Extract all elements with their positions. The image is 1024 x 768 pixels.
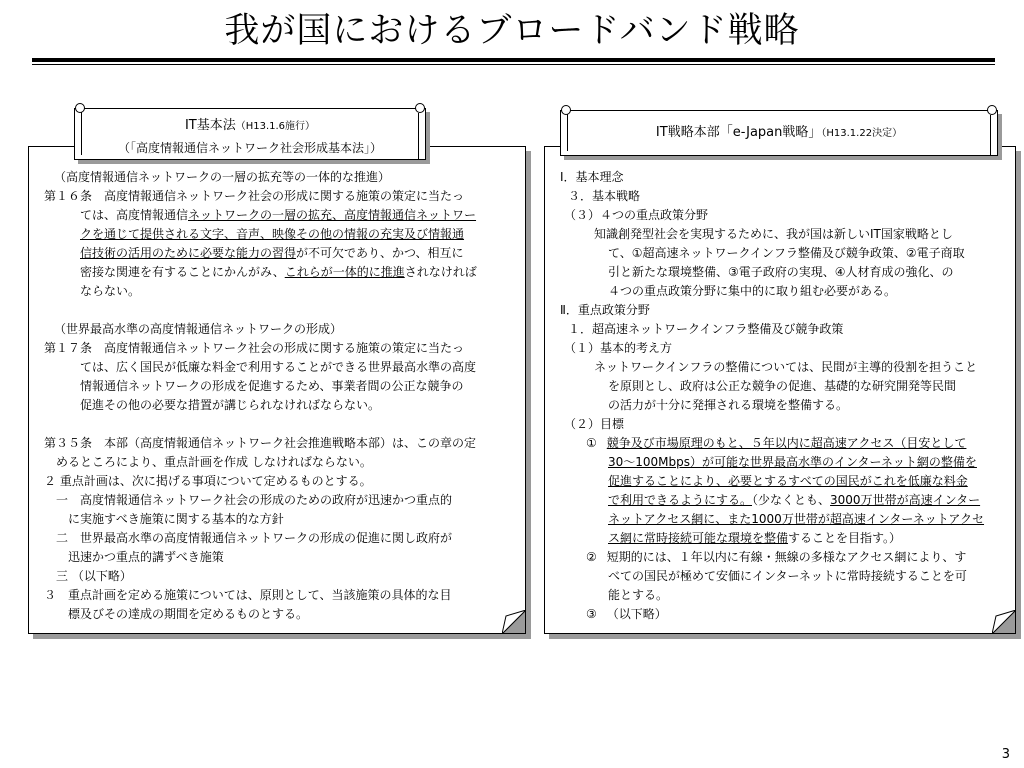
left-line: 標及びその達成の期間を定めるものとする。 xyxy=(68,607,309,621)
right-underlined: ス網に常時接続可能な環境を整備 xyxy=(608,531,789,545)
left-heading-sub: （「高度情報通信ネットワーク社会形成基本法」） xyxy=(117,141,382,155)
right-line: 能とする。 xyxy=(608,588,669,602)
left-line: ならない。 xyxy=(80,284,141,298)
right-item-number: ③ xyxy=(586,607,597,621)
scroll-knob-icon xyxy=(561,105,571,115)
page-number: 3 xyxy=(1001,747,1010,762)
right-line: を原則とし、政府は公正な競争の促進、基礎的な研究開発等民間 xyxy=(608,379,957,393)
right-line: （３）４つの重点政策分野 xyxy=(564,208,709,222)
right-line: の活力が十分に発揮される環境を整備する。 xyxy=(608,398,849,412)
scroll-knob-icon xyxy=(75,103,85,113)
right-line: （少なくとも、 xyxy=(752,493,831,507)
right-line: （２）目標 xyxy=(564,417,625,431)
right-body xyxy=(560,168,984,624)
right-item-number: ② xyxy=(586,550,597,564)
right-line: （以下略） xyxy=(606,607,667,621)
left-line: されなければ xyxy=(404,265,477,279)
right-underlined: 競争及び市場原理のもと、５年以内に超高速アクセス（目安として xyxy=(606,436,967,450)
left-line: 促進その他の必要な措置が講じられなければならない。 xyxy=(80,398,381,412)
right-item-number: ① xyxy=(586,436,597,450)
left-line: 第１７条 高度情報通信ネットワーク社会の形成に関する施策の策定に当たっ xyxy=(44,341,465,355)
left-line: 第３５条 本部（高度情報通信ネットワーク社会推進戦略本部）は、この章の定 xyxy=(44,436,477,450)
scroll-knob-icon xyxy=(987,105,997,115)
right-underlined: 促進することにより、必要とするすべての国民がこれを低廉な料金 xyxy=(608,474,968,488)
left-underlined: ネットワークの一層の拡充、高度情報通信ネットワー xyxy=(188,208,477,222)
left-line: （高度情報通信ネットワークの一層の拡充等の一体的な推進） xyxy=(54,170,391,184)
right-line: １．超高速ネットワークインフラ整備及び競争政策 xyxy=(568,322,844,336)
right-line: Ⅰ．基本理念 xyxy=(560,170,624,184)
right-line: ４つの重点政策分野に集中的に取り組む必要がある。 xyxy=(608,284,897,298)
right-line: て、①超高速ネットワークインフラ整備及び競争政策、②電子商取 xyxy=(608,246,965,260)
left-underlined: クを通じて提供される文字、音声、映像その他の情報の充実及び情報通 xyxy=(80,227,465,241)
left-body xyxy=(44,168,477,624)
left-heading: IT基本法 xyxy=(184,118,236,133)
left-underlined: 信技術の活用のために必要な能力の習得 xyxy=(80,246,297,260)
left-underlined: これらが一体的に推進 xyxy=(284,265,405,279)
page-curl-icon xyxy=(992,610,1016,634)
left-line: ては、広く国民が低廉な料金で利用することができる世界最高水準の高度 xyxy=(80,360,477,374)
left-line: 密接な関連を有することにかんがみ、 xyxy=(80,265,285,279)
right-underlined: ネットアクセス網に、また1000万世帯が超高速インターネットアクセ xyxy=(608,512,985,526)
right-line: 知識創発型社会を実現するために、我が国は新しいIT国家戦略とし xyxy=(594,227,953,241)
left-scroll-header xyxy=(74,108,426,160)
right-line: （１）基本的考え方 xyxy=(564,341,673,355)
right-heading: IT戦略本部「e-Japan戦略」 xyxy=(655,125,822,140)
right-heading-date: （H13.1.22決定） xyxy=(821,128,903,139)
left-line: が不可欠であり、かつ、相互に xyxy=(296,246,464,260)
scroll-knob-icon xyxy=(415,103,425,113)
right-line: ３．基本戦略 xyxy=(568,189,641,203)
left-line: 第１６条 高度情報通信ネットワーク社会の形成に関する施策の策定に当たっ xyxy=(44,189,465,203)
left-line: 情報通信ネットワークの形成を促進するため、事業者間の公正な競争の xyxy=(80,379,464,393)
left-heading-date: （H13.1.6施行） xyxy=(235,121,316,132)
left-line: 二 世界最高水準の高度情報通信ネットワークの形成の促進に関し政府が xyxy=(56,531,453,545)
left-line: （世界最高水準の高度情報通信ネットワークの形成） xyxy=(54,322,343,336)
right-line: ネットワークインフラの整備については、民間が主導的役割を担うこと xyxy=(594,360,978,374)
left-line: ２ 重点計画は、次に掲げる事項について定めるものとする。 xyxy=(44,474,372,488)
right-scroll-header xyxy=(560,110,998,156)
left-line: ３ 重点計画を定める施策については、原則として、当該施策の具体的な目 xyxy=(44,588,452,602)
slide-title: 我が国におけるブロードバンド戦略 xyxy=(224,11,800,51)
left-line: 迅速かつ重点的講ずべき施策 xyxy=(68,550,224,564)
left-line: 一 高度情報通信ネットワーク社会の形成のための政府が迅速かつ重点的 xyxy=(56,493,453,507)
right-line: 引と新たな環境整備、③電子政府の実現、④人材育成の強化、の xyxy=(608,265,954,279)
title-rule-thick xyxy=(32,58,995,62)
right-underlined: 30～100Mbps）が可能な世界最高水準のインターネット網の整備を xyxy=(608,455,977,469)
right-line: べての国民が極めて安価にインターネットに常時接続することを可 xyxy=(608,569,967,583)
right-underlined: で利用できるようにする。 xyxy=(608,493,753,507)
title-rule-thin xyxy=(32,64,995,65)
left-line: めるところにより、重点計画を作成 しなければならない。 xyxy=(56,455,372,469)
left-line: 三 （以下略） xyxy=(56,569,132,583)
left-line: に実施すべき施策に関する基本的な方針 xyxy=(68,512,284,526)
right-line: することを目指す。） xyxy=(788,531,902,545)
right-underlined: 3000万世帯が高速インター xyxy=(830,493,981,507)
left-line: ては、高度情報通信 xyxy=(80,208,189,222)
page-curl-icon xyxy=(502,610,526,634)
right-line: 短期的には、１年以内に有線・無線の多様なアクセス網により、す xyxy=(606,550,967,564)
right-line: Ⅱ．重点政策分野 xyxy=(560,303,650,317)
